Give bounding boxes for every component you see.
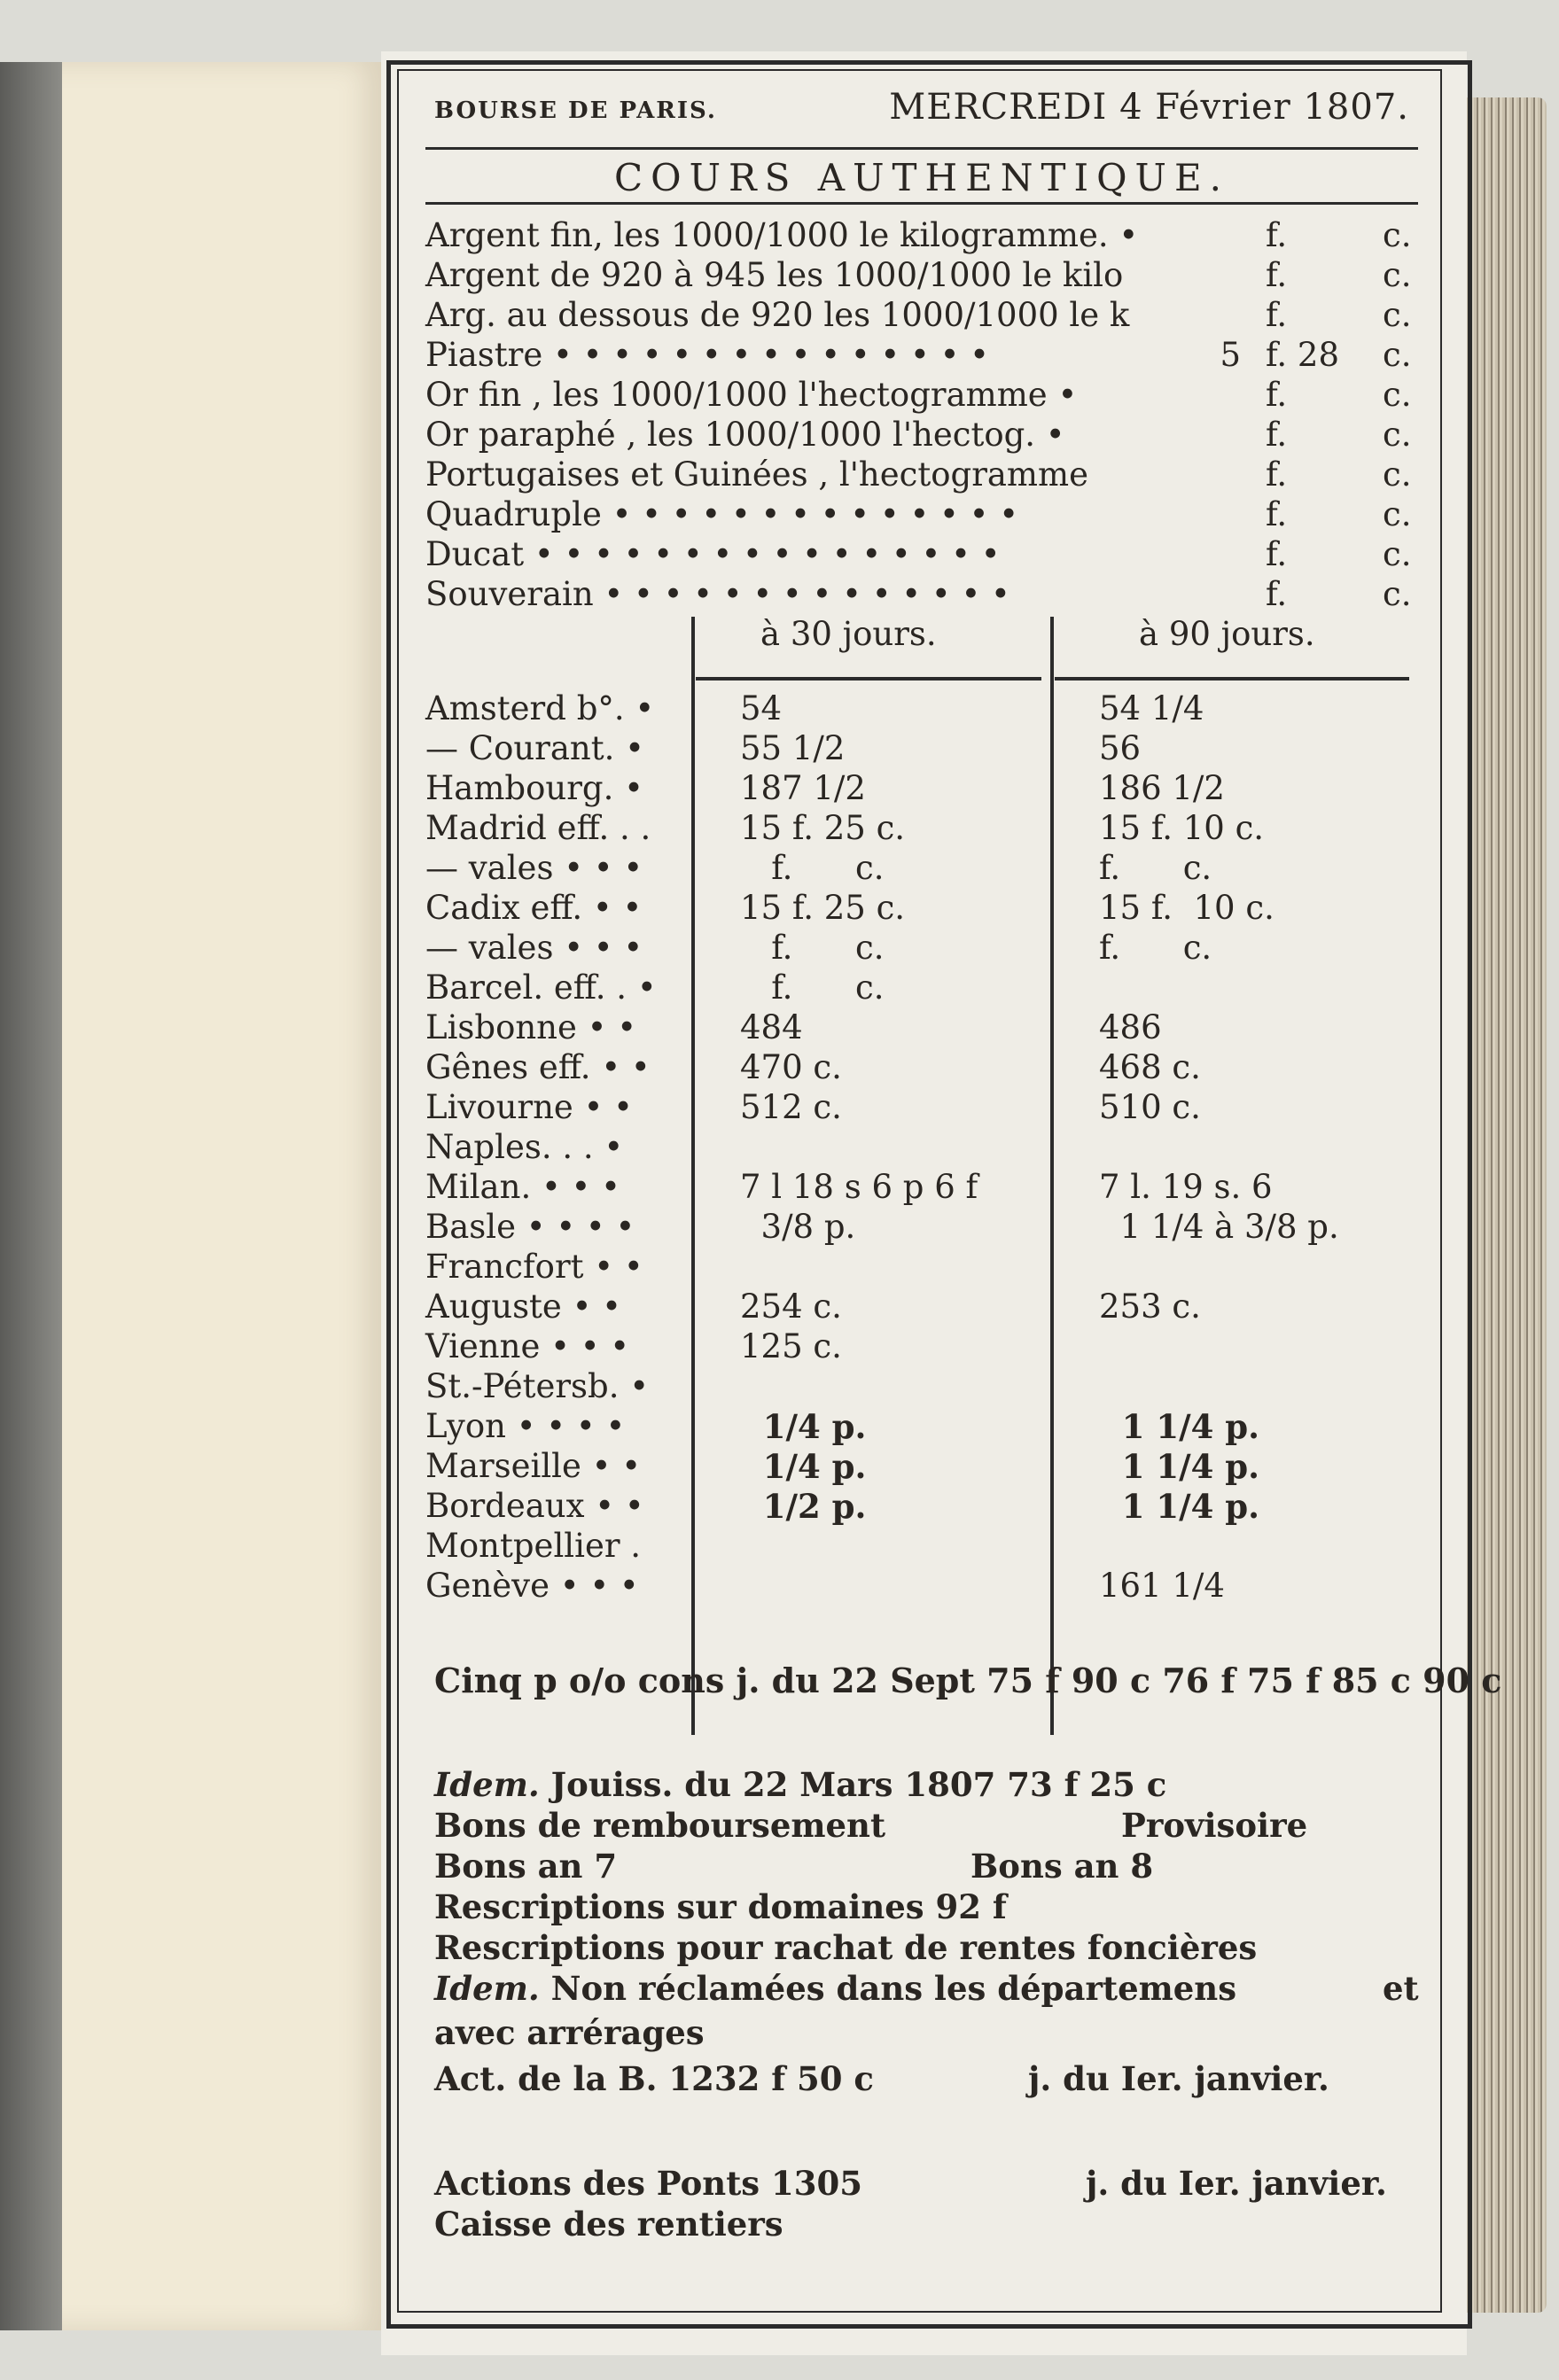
non-reclamees-text: Non réclamées dans les départemens bbox=[550, 1969, 1237, 2008]
exchange-row bbox=[425, 1048, 1418, 1088]
exchange-row bbox=[425, 929, 1418, 968]
metal-row bbox=[425, 416, 1418, 455]
arrerages-text: avec arrérages bbox=[434, 2013, 705, 2052]
rate-90-days: 186 1/2 bbox=[1099, 769, 1225, 807]
column-header-30-days: à 30 jours. bbox=[760, 615, 937, 653]
publication-name: BOURSE DE PARIS. bbox=[434, 97, 717, 124]
rate-90-days: 15 f. 10 c. bbox=[1099, 809, 1265, 847]
rate-30-days: 3/8 p. bbox=[740, 1208, 856, 1246]
rate-90-days: 1 1/4 à 3/8 p. bbox=[1099, 1208, 1339, 1246]
exchange-row bbox=[425, 968, 1418, 1008]
metal-centime: c. bbox=[1383, 376, 1412, 414]
metal-row bbox=[425, 495, 1418, 534]
provisoire-label: Provisoire bbox=[1121, 1806, 1308, 1845]
exchange-city: Marseille • • bbox=[425, 1447, 642, 1485]
exchange-city: Lyon • • • • bbox=[425, 1407, 626, 1445]
metal-centime: c. bbox=[1383, 256, 1412, 294]
bons-remboursement-line bbox=[434, 1806, 1409, 1847]
metal-centime: c. bbox=[1383, 216, 1412, 254]
metal-label: Arg. au dessous de 920 les 1000/1000 le k bbox=[425, 296, 1130, 334]
title-rule bbox=[425, 202, 1418, 205]
actions-ponts-line bbox=[434, 2164, 1409, 2205]
rate-90-days: 54 1/4 bbox=[1099, 689, 1204, 727]
exchange-city: St.-Pétersb. • bbox=[425, 1367, 650, 1405]
exchange-city: — vales • • • bbox=[425, 929, 643, 967]
metal-franc: f. 28 bbox=[1266, 336, 1339, 374]
metal-centime: c. bbox=[1383, 575, 1412, 613]
rate-90-days: 486 bbox=[1099, 1008, 1162, 1046]
exchange-city: Milan. • • • bbox=[425, 1168, 620, 1206]
exchange-row bbox=[425, 1008, 1418, 1048]
rate-90-days: 468 c. bbox=[1099, 1048, 1201, 1086]
exchange-row bbox=[425, 889, 1418, 929]
exchange-city: Naples. . . • bbox=[425, 1128, 624, 1166]
left-blank-page bbox=[0, 62, 381, 2330]
exchange-row bbox=[425, 1527, 1418, 1567]
metal-row bbox=[425, 376, 1418, 415]
header-underline-90 bbox=[1055, 677, 1409, 681]
rescriptions-rachat-text: Rescriptions pour rachat de rentes foncières bbox=[434, 1928, 1258, 1967]
metal-franc: f. bbox=[1266, 495, 1288, 533]
exchange-city: Bordeaux • • bbox=[425, 1487, 644, 1525]
idem-label-2: Idem. bbox=[434, 1969, 540, 2008]
exchange-city: — vales • • • bbox=[425, 849, 643, 887]
caisse-rentiers-line bbox=[434, 2205, 1409, 2245]
rate-30-days: 512 c. bbox=[740, 1088, 842, 1126]
metal-label: Or fin , les 1000/1000 l'hectogramme • bbox=[425, 376, 1078, 414]
rate-30-days: 15 f. 25 c. bbox=[740, 809, 906, 847]
metal-franc: f. bbox=[1266, 376, 1288, 414]
metal-row bbox=[425, 216, 1418, 255]
metal-franc: f. bbox=[1266, 256, 1288, 294]
actions-banque-text: Act. de la B. 1232 f 50 c bbox=[434, 2059, 874, 2098]
exchange-row bbox=[425, 1248, 1418, 1287]
rescriptions-domaines-line bbox=[434, 1887, 1409, 1928]
exchange-city: — Courant. • bbox=[425, 729, 644, 767]
metal-label: Argent de 920 à 945 les 1000/1000 le kilo bbox=[425, 256, 1124, 294]
exchange-row bbox=[425, 1088, 1418, 1128]
actions-banque-line bbox=[434, 2059, 1409, 2100]
metal-franc: f. bbox=[1266, 216, 1288, 254]
exchange-city: Lisbonne • • bbox=[425, 1008, 637, 1046]
exchange-row bbox=[425, 1367, 1418, 1407]
metal-label: Ducat • • • • • • • • • • • • • • • • bbox=[425, 535, 1001, 573]
metal-row bbox=[425, 455, 1418, 494]
rate-90-days: 1 1/4 p. bbox=[1099, 1407, 1260, 1446]
exchange-row bbox=[425, 1487, 1418, 1527]
metal-row bbox=[425, 296, 1418, 335]
rescriptions-domaines-text: Rescriptions sur domaines 92 f bbox=[434, 1887, 1007, 1926]
exchange-row bbox=[425, 1327, 1418, 1367]
exchange-row bbox=[425, 729, 1418, 769]
rate-30-days: 1/2 p. bbox=[740, 1487, 867, 1526]
page-edges bbox=[1467, 97, 1547, 2313]
actions-banque-date: j. du Ier. janvier. bbox=[1028, 2059, 1329, 2098]
metal-centime: c. bbox=[1383, 455, 1412, 494]
metal-label: Piastre • • • • • • • • • • • • • • • bbox=[425, 336, 990, 374]
rate-30-days: 1/4 p. bbox=[740, 1407, 867, 1446]
exchange-row bbox=[425, 689, 1418, 729]
rate-30-days: 254 c. bbox=[740, 1287, 842, 1326]
rate-90-days: 253 c. bbox=[1099, 1287, 1201, 1326]
metal-centime: c. bbox=[1383, 336, 1412, 374]
idem-jouissance-text: Jouiss. du 22 Mars 1807 73 f 25 c bbox=[550, 1765, 1167, 1804]
issue-date: MERCREDI 4 Février 1807. bbox=[889, 87, 1409, 128]
exchange-city: Amsterd b°. • bbox=[425, 689, 655, 727]
five-percent-text: Cinq p o/o cons j. du 22 Sept 75 f 90 c 76 f 75 f 85 c 90 c bbox=[434, 1661, 1502, 1700]
rate-30-days: 15 f. 25 c. bbox=[740, 889, 906, 927]
rate-90-days: 1 1/4 p. bbox=[1099, 1447, 1260, 1486]
exchange-city: Gênes eff. • • bbox=[425, 1048, 651, 1086]
rate-90-days: 15 f. 10 c. bbox=[1099, 889, 1274, 927]
metal-franc: f. bbox=[1266, 575, 1288, 613]
header bbox=[434, 87, 1409, 140]
metal-franc: f. bbox=[1266, 416, 1288, 454]
bons-remboursement-label: Bons de remboursement bbox=[434, 1806, 886, 1845]
metal-centime: c. bbox=[1383, 296, 1412, 334]
rate-90-days: f. c. bbox=[1099, 849, 1212, 887]
exchange-city: Basle • • • • bbox=[425, 1208, 635, 1246]
metal-centime: c. bbox=[1383, 535, 1412, 573]
exchange-row bbox=[425, 1407, 1418, 1447]
rescriptions-rachat-line bbox=[434, 1928, 1409, 1969]
metal-row bbox=[425, 256, 1418, 295]
book-cover-edge bbox=[0, 62, 62, 2330]
exchange-city: Auguste • • bbox=[425, 1287, 621, 1326]
actions-ponts-date: j. du Ier. janvier. bbox=[1086, 2164, 1387, 2203]
exchange-row bbox=[425, 849, 1418, 889]
metal-label: Quadruple • • • • • • • • • • • • • • bbox=[425, 495, 1019, 533]
rate-90-days: 56 bbox=[1099, 729, 1142, 767]
column-header-90-days: à 90 jours. bbox=[1139, 615, 1315, 653]
rate-30-days: f. c. bbox=[740, 968, 885, 1007]
rate-90-days: 161 1/4 bbox=[1099, 1567, 1225, 1605]
metal-row bbox=[425, 575, 1418, 614]
rate-30-days: f. c. bbox=[740, 929, 885, 967]
arrerages-line bbox=[434, 2013, 1409, 2054]
exchange-city: Montpellier . bbox=[425, 1527, 642, 1565]
idem-non-reclamees-line bbox=[434, 1969, 1419, 2010]
rate-30-days: 1/4 p. bbox=[740, 1447, 867, 1486]
section-title: COURS AUTHENTIQUE. bbox=[614, 156, 1229, 199]
exchange-city: Genève • • • bbox=[425, 1567, 639, 1605]
rate-90-days: 510 c. bbox=[1099, 1088, 1201, 1126]
metal-label: Souverain • • • • • • • • • • • • • • bbox=[425, 575, 1010, 613]
metal-value: 5 bbox=[1220, 336, 1241, 374]
rate-30-days: f. c. bbox=[740, 849, 885, 887]
actions-ponts-text: Actions des Ponts 1305 bbox=[434, 2164, 862, 2203]
rate-30-days: 54 bbox=[740, 689, 783, 727]
metal-franc: f. bbox=[1266, 296, 1288, 334]
metal-label: Portugaises et Guinées , l'hectogramme bbox=[425, 455, 1089, 494]
metal-label: Argent fin, les 1000/1000 le kilogramme. • bbox=[425, 216, 1139, 254]
five-percent-consolidated bbox=[434, 1661, 1502, 1701]
header-rule bbox=[425, 147, 1418, 150]
exchange-city: Francfort • • bbox=[425, 1248, 643, 1286]
et-word: et bbox=[1383, 1969, 1419, 2008]
exchange-city: Hambourg. • bbox=[425, 769, 643, 807]
rate-30-days: 484 bbox=[740, 1008, 803, 1046]
rate-30-days: 470 c. bbox=[740, 1048, 842, 1086]
exchange-row bbox=[425, 769, 1418, 809]
header-underline-30 bbox=[696, 677, 1041, 681]
metal-franc: f. bbox=[1266, 455, 1288, 494]
bons-an-line bbox=[434, 1847, 1409, 1887]
exchange-row bbox=[425, 1567, 1418, 1606]
rate-30-days: 125 c. bbox=[740, 1327, 842, 1365]
idem-label: Idem. bbox=[434, 1765, 540, 1804]
exchange-row bbox=[425, 809, 1418, 849]
exchange-row bbox=[425, 1447, 1418, 1487]
exchange-city: Barcel. eff. . • bbox=[425, 968, 657, 1007]
exchange-row bbox=[425, 1208, 1418, 1248]
caisse-rentiers-text: Caisse des rentiers bbox=[434, 2205, 783, 2244]
exchange-row bbox=[425, 1128, 1418, 1168]
exchange-row bbox=[425, 1168, 1418, 1208]
rate-90-days: 1 1/4 p. bbox=[1099, 1487, 1260, 1526]
rate-90-days: f. c. bbox=[1099, 929, 1212, 967]
exchange-city: Vienne • • • bbox=[425, 1327, 630, 1365]
metal-label: Or paraphé , les 1000/1000 l'hectog. • bbox=[425, 416, 1065, 454]
exchange-city: Madrid eff. . . bbox=[425, 809, 651, 847]
exchange-city: Cadix eff. • • bbox=[425, 889, 643, 927]
rate-30-days: 7 l 18 s 6 p 6 f bbox=[740, 1168, 978, 1206]
exchange-row bbox=[425, 1287, 1418, 1327]
metal-centime: c. bbox=[1383, 495, 1412, 533]
bons-an-7-label: Bons an 7 bbox=[434, 1847, 618, 1886]
rate-90-days: 7 l. 19 s. 6 bbox=[1099, 1168, 1273, 1206]
metal-row bbox=[425, 336, 1418, 375]
rate-30-days: 187 1/2 bbox=[740, 769, 866, 807]
metal-row bbox=[425, 535, 1418, 574]
exchange-city: Livourne • • bbox=[425, 1088, 633, 1126]
metal-centime: c. bbox=[1383, 416, 1412, 454]
metal-franc: f. bbox=[1266, 535, 1288, 573]
price-sheet bbox=[417, 85, 1502, 2283]
bons-an-8-label: Bons an 8 bbox=[970, 1847, 1154, 1886]
idem-jouissance-line bbox=[434, 1765, 1409, 1806]
rate-30-days: 55 1/2 bbox=[740, 729, 846, 767]
